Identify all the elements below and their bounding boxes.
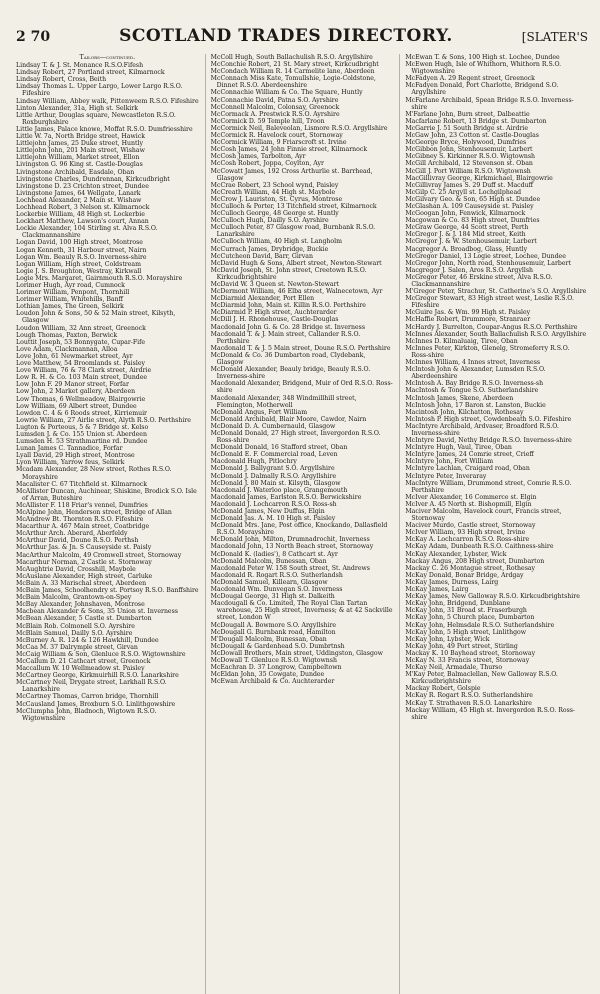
directory-entry: Lockie Alexander, 104 Stirling st. Alva R.S.O. Clackmannanshire — [16, 225, 158, 240]
directory-entry: Livingstone Charles, Dundrennan, Kirkcudbright — [16, 175, 170, 183]
directory-entry: McInnes Alexander, South Ballachulish R.S.O. Argyllshire — [405, 330, 587, 338]
directory-entry: McCulloch George, 48 George st. Huntly — [210, 210, 339, 218]
directory-entry: McKay John, 31 Broad st. Fraserburgh — [405, 607, 527, 615]
directory-entry: McIver A. 45 North st. Bishopmill, Elgin — [405, 500, 532, 508]
page-header — [16, 26, 588, 50]
directory-entry: McGarrie J. 51 South Bridge st. Airdrie — [405, 124, 529, 132]
directory-entry: McKay N. 33 Francis street, Stornoway — [405, 656, 530, 664]
directory-entry: McCosh James, 24 John Finnie street, Kilmarnock — [210, 146, 368, 154]
directory-entry: Lindsay T. & J. St. Monance R.S.O.Fifesh — [16, 62, 144, 70]
directory-entry: Lorimer William, Whitehills, Banff — [16, 296, 124, 304]
directory-entry: McCosh James, Tarbolton, Ayr — [210, 153, 306, 161]
directory-entry: Lochhead Robert, 3 Nelson st. Kilmarnock — [16, 203, 150, 211]
directory-entry: Lorimer Hugh, Ayr road, Cumnock — [16, 282, 125, 289]
directory-entry: McBain A. 33 Marischal street, Aberdeen — [16, 579, 147, 587]
directory-entry: McDougall G. Burnbank road, Hamilton — [210, 628, 336, 636]
directory-entry: Low John F. 29 Manor street, Forfar — [16, 381, 129, 389]
directory-entry: McKay James, Lairg — [405, 586, 469, 594]
section-subheading: Tailors—continued. — [79, 54, 136, 61]
directory-entry: McDonald & Co. 36 Dumbarton road, Clydebank, Glasgow — [210, 351, 366, 367]
directory-entry: McDougall A. Bowmore S.O. Argyllshire — [210, 621, 337, 629]
directory-entry: McIver William, 93 High street, Irvine — [405, 529, 526, 537]
directory-entry: Macdonald J. Waterloo place, Grangemouth — [210, 486, 348, 494]
directory-entry: McAuslane Alexander, High street, Carluke — [16, 572, 153, 580]
directory-entry: McCaig William & Son, Glenluce R.S.O. Wigtownshire — [16, 650, 186, 658]
directory-entry: McKay Adam, Dunbeath R.S.O. Caithness-shire — [405, 543, 554, 551]
directory-entry: McGregor Daniel, 13 Logie street, Lochee, Dundee — [405, 252, 566, 260]
directory-entry: McInnes Peter, Kirkton, Glenelg, Stromeferry R.S.O. Ross-shire — [405, 344, 570, 359]
directory-entry: McDonald Archibald, Blair Moore, Cawdor, Nairn — [210, 415, 367, 423]
directory-entry: Lugton & Porteous, 5 & 7 Bridge st. Kelso — [16, 423, 149, 431]
directory-entry: McDonald Mrs. Jane, Post office, Knockando, Dallasfield R.S.O. Morayshire — [210, 522, 388, 537]
directory-entry: McDiarmid P. High street, Auchterarder — [210, 309, 337, 317]
directory-entry: McKay John, Bridgend, Dunblane — [405, 600, 511, 608]
directory-entry: McGibney S. Kirkinner R.S.O. Wigtownsh — [405, 153, 536, 161]
directory-entry: M'Gregor Peter, Strachur, St. Catherine's S.O. Argyllshire — [405, 288, 587, 296]
directory-entry: Mackay C. 26 Montague street, Rothesay — [405, 564, 536, 572]
directory-entry: McCormick D. 59 Temple hill, Troon — [210, 117, 325, 125]
columns — [16, 54, 588, 994]
directory-entry: McDiarmid John, Main st. Killin R.S.O. Perthshire — [210, 302, 366, 310]
directory-entry: McCulloch William, 40 High st. Langholm — [210, 238, 342, 246]
directory-entry: Mackay Angus, 208 High street, Dumbarton — [405, 557, 545, 565]
directory-entry: McBlain Rob. Colmonell S.O. Ayrshire — [16, 622, 135, 630]
directory-entry: Lindsay William, Abbey walk, Pittenweem R.S.O. Fifeshire — [16, 97, 199, 105]
directory-entry: Lunan James C. Tannadice, Forfar — [16, 445, 123, 453]
directory-entry: Maciver Malcolm, Havelock court, Francis street, Stornoway — [405, 508, 562, 523]
directory-entry: Logan Kenneth, 31 Harbour street, Nairn — [16, 246, 147, 254]
directory-entry: McAndrew Bt. Thornton R.S.O. Fifeshire — [16, 516, 144, 524]
directory-entry: Logie J. S. Broughton, Westray, Kirkwall — [16, 267, 142, 275]
directory-entry: Logie Mrs. Margaret, Gairnmouth R.S.O. Morayshire — [16, 274, 183, 282]
directory-entry: McAughtrie David, Crosshill, Maybole — [16, 565, 136, 573]
directory-entry: McCormick Neil, Baleveolan, Lismore R.S.O. Argyllshire — [210, 124, 388, 132]
directory-entry: McHaffie Robert, Drummore, Stranraer — [405, 316, 531, 324]
directory-entry: Maccallum W. 10 Wellmeadow st. Paisley — [16, 665, 145, 673]
directory-entry: McAllister F. 118 Friar's vennel, Dumfries — [16, 501, 148, 509]
directory-entry: Livingstone D. 23 Crichton street, Dundee — [16, 182, 149, 190]
directory-entry: McEwan T. & Sons, 100 High st. Lochee, Dundee — [405, 54, 560, 61]
directory-entry: McCartney George, Kirkmuirhill R.S.O. Lanarkshire — [16, 672, 179, 680]
directory-entry: Macgregor A. Broadbog, Glass, Huntly — [405, 245, 528, 253]
directory-entry: McKay Alexander, Lybster, Wick — [405, 550, 507, 558]
directory-entry: McGill J. Port William R.S.O. Wigtownsh — [405, 167, 531, 175]
directory-entry: McColl Hugh, South Ballachulish R.S.O. Argyllshire — [210, 54, 373, 61]
directory-entry: McIntosh John & Alexander, Lumsden R.S.O. Aberdeenshire — [405, 366, 546, 381]
directory-entry: Macgowan & Co. 83 High street, Dumfries — [405, 217, 540, 225]
directory-entry: Lowdon C. 4 & 6 Roods street, Kirriemuir — [16, 409, 148, 417]
directory-entry: McDiarmid Alexander, Port Ellen — [210, 295, 315, 303]
directory-entry: Macfarlane Robert, 13 Bridge st. Dumbarton — [405, 117, 547, 125]
directory-entry: Mackay K. 10 Bayhead street, Stornoway — [405, 649, 536, 657]
directory-entry: McEldan John, 35 Cowgate, Dundee — [210, 671, 325, 679]
column-1 — [16, 54, 199, 994]
directory-entry: Macgregor J. Salen, Aros R.S.O. Argyllsh — [405, 266, 533, 274]
directory-entry: McDonald Angus, Fort William — [210, 408, 308, 416]
directory-entry: Macdonald J. Lochcarron R.S.O. Ross-sh — [210, 500, 337, 508]
directory-entry: Logan David, 100 High street, Montrose — [16, 239, 143, 247]
directory-entry: McGilvary Geo. & Son, 65 High st. Dundee — [405, 195, 541, 203]
page-number: 2 70 — [16, 29, 51, 45]
directory-entry: McCondach William R. 14 Carmelite lane, Aberdeen — [210, 68, 375, 76]
directory-entry: Lyon William, Yarrow feus, Selkirk — [16, 459, 125, 467]
directory-entry: Macdonald T. & J. 5 Main street, Doune R.S.O. Perthshire — [210, 344, 391, 352]
directory-entry: MacIntyre Archibald, Ardvaser, Broadford R.S.O. Inverness-shire — [405, 422, 559, 437]
directory-entry: McBlain Samuel, Dailly S.O. Ayrshire — [16, 629, 133, 637]
directory-entry: McKay John, 49 Port street, Stirling — [405, 642, 518, 650]
directory-entry: McCaa M. 37 Dalrymple street, Girvan — [16, 643, 138, 651]
directory-entry: Lough Thomas, Paxton, Berwick — [16, 331, 118, 339]
directory-entry: Linton Alexander, 31a, High st. Selkirk — [16, 104, 139, 112]
directory-entry: McEwen Hugh, Isle of Whithorn, Whithorn R.S.O. Wigtownshire — [405, 61, 562, 76]
directory-entry: McGilp C. 25 Argyll st. Lochgilphead — [405, 188, 522, 196]
directory-entry: MacIntyre William, Drummond street, Comrie R.S.O. Perthshire — [405, 479, 572, 494]
directory-entry: McKay A. Lochcarron R.S.O. Ross-shire — [405, 536, 530, 544]
directory-entry: Lorimer William, Penpont, Thornhill — [16, 289, 130, 297]
directory-entry: McKay John, 5 High street, Linlithgow — [405, 628, 527, 636]
directory-entry: Lumsden H. 53 Strathmartine rd. Dundee — [16, 438, 148, 446]
directory-entry: McKay John, Helmsdale R.S.O. Sutherlandshire — [405, 621, 555, 629]
directory-entry: Louttit Joseph, 53 Bonnygate, Cupar-Fife — [16, 338, 146, 346]
directory-entry: McIntosh James, Skene, Aberdeen — [405, 394, 514, 402]
directory-entry: Logan William, High street, Coldstream — [16, 260, 141, 268]
directory-entry: Low R. H. & Co. 103 Main street, Dundee — [16, 374, 148, 382]
directory-entry: Macdougall & Co. Limited, The Royal Clan Tartan warehouse, 25 High street, Inverness; & at 42 Sackville street, London W — [210, 600, 393, 622]
directory-entry: McConnach Miss Kate, Tomullshie, Logie-Coldstone, Dinnet R.S.O. Aberdeenshire — [210, 75, 376, 90]
directory-entry: Macdonald John, 13 North Beach street, Stornoway — [210, 543, 374, 551]
directory-entry: M'Farlane John, Burn street, Dalbeattie — [405, 110, 530, 118]
directory-entry: Lockhart Matthew, Lawson's court, Annan — [16, 218, 149, 226]
directory-entry: Macdonald John G. & Co. 28 Bridge st. Inverness — [210, 323, 365, 331]
directory-entry: McEwan Archibald & Co. Auchterarder — [210, 678, 335, 686]
directory-entry: McGraw George, 44 Scott street, Perth — [405, 224, 529, 232]
directory-entry: Livingston G. 96 King st. Castle-Douglas — [16, 161, 143, 169]
directory-entry: McCrae Robert, 23 School wynd, Paisley — [210, 181, 339, 189]
directory-entry: McBurney A. R. 124 & 126 Hawkhill, Dundee — [16, 636, 159, 644]
directory-entry: Macdonald Peter W. 158 South street, St. Andrews — [210, 564, 370, 572]
directory-entry: Mcadam Alexander, 28 New street, Rothes R.S.O. Morayshire — [16, 466, 172, 481]
directory-entry: McGregor Peter, 46 Erskine street, Alva R.S.O. Clackmannanshire — [405, 273, 553, 288]
directory-entry: M'Dougall Malcolm, Bunessan, Oban — [210, 635, 327, 643]
directory-entry: McCurrach James, Drybridge, Buckie — [210, 245, 329, 253]
directory-entry: McFarlane Archibald, Spean Bridge R.S.O. Inverness-shire — [405, 96, 574, 111]
directory-entry: McIntyre John, Fort William — [405, 458, 494, 466]
directory-entry: Macarthur A. 467 Main street, Coatbridge — [16, 523, 150, 531]
directory-entry: McKay Neil, Armadale, Thurso — [405, 664, 503, 672]
directory-entry: McGill Archibald, 12 Stevenson st. Oban — [405, 160, 533, 168]
directory-entry: McDonald John, Milton, Drumnadrochit, Inverness — [210, 536, 370, 544]
directory-entry: McArthur David, Doune R.S.O. Perthsh — [16, 537, 139, 545]
directory-entry: McCausland James, Broxburn S.O. Linlithgowshire — [16, 700, 176, 708]
directory-entry: McDonald E. F. Commercial road, Leven — [210, 451, 338, 459]
directory-entry: McDavid Hugh & Sons, Albert street, Newton-Stewart — [210, 259, 382, 267]
directory-entry: McKay John, 5 Church place, Dumbarton — [405, 614, 535, 622]
directory-entry: McGeorge Bryce, Holywood, Dumfries — [405, 139, 527, 147]
directory-entry: McDougal George, 31 High st. Dalkeith — [210, 593, 335, 601]
directory-entry: Little Arthur, Douglas square, Newcastleton R.S.O. Roxburghshire — [16, 111, 176, 126]
directory-entry: Low William, 69 Albert street, Dundee — [16, 402, 137, 410]
directory-entry: Macdonald R. Rogart R.S.O. Sutherlandsh — [210, 571, 343, 579]
column-2 — [205, 54, 394, 994]
directory-entry: McDonald Donald, 27 High street, Invergordon R.S.O. Ross-shire — [210, 429, 381, 445]
directory-entry: McIntyre Peter, Inveraray — [405, 472, 487, 480]
directory-entry: McKay James, New Galloway R.S.O. Kirkcudbrightshire — [405, 593, 580, 601]
directory-entry: Littlejohn William, Market street, Ellon — [16, 154, 140, 162]
directory-entry: McDonald K. (ladies'), 8 Cathcart st. Ayr — [210, 550, 338, 558]
directory-entry: McGregor Stewart, 83 High street west, Leslie R.S.O. Fifeshire — [405, 295, 574, 310]
directory-entry: Love Matthew, 54 Broomlands st. Paisley — [16, 360, 145, 368]
directory-entry: McDill J. H. Rhonehouse, Castle-Douglas — [210, 316, 339, 324]
directory-entry: MacIntosh & Tongue S.O. Sutherlandshire — [405, 387, 539, 395]
directory-entry: Littlejohn James, 25 Duke street, Huntly — [16, 140, 143, 148]
directory-entry: Macbean Alexander & Sons, 35 Union st. Inverness — [16, 608, 178, 616]
directory-entry: McAllister Duncan, Auchinear, Shiskine, Brodick S.O. Isle of Arran, Buteshire — [16, 487, 197, 502]
directory-entry: McBain James, Schoolhendry st. Portsoy R.S.O. Banffshire — [16, 587, 199, 595]
directory-entry: McDavid W. 3 Queen st. Newton-Stewart — [210, 281, 340, 288]
directory-entry: McBay Alexander, Johnshaven, Montrose — [16, 601, 145, 609]
directory-entry: McDonald J. Ballygrant S.O. Argyllshire — [210, 465, 335, 473]
directory-entry: McConnachie David, Patna S.O. Ayrshire — [210, 96, 339, 104]
directory-entry: McCowatt James, 192 Cross Arthurlie st. Barrhead, Glasgow — [210, 167, 373, 182]
directory-entry: McCormick William, 9 Friarscroft st. Irvine — [210, 139, 347, 147]
directory-entry: Logan Wm. Beauly R.S.O. Inverness-shire — [16, 253, 147, 261]
directory-entry: McCartney Neil, Drygate street, Larkhall R.S.O. Lanarkshire — [16, 679, 167, 694]
directory-entry: Livingstone Archibald, Easdale, Oban — [16, 168, 135, 176]
directory-entry: Macalister C. 67 Titchfield st. Kilmarnock — [16, 480, 148, 488]
directory-entry: Macdonald Alexander, Bridgend, Muir of Ord R.S.O. Ross-shire — [210, 380, 393, 395]
directory-entry: McDonald Jas. A. M. 10 High st. Paisley — [210, 515, 336, 523]
directory-entry: McCutcheon David, Barr, Girvan — [210, 252, 313, 260]
directory-entry: McGlashan A. 109 Causeyside st. Paisley — [405, 202, 534, 210]
directory-entry: McEachran D. 37 Longrow, Campbeltown — [210, 664, 342, 672]
directory-entry: McCulloch & Porter, 13 Titchfield street, Kilmarnock — [210, 202, 377, 210]
directory-entry: McCulloch Hugh, Dailly S.O. Ayrshire — [210, 217, 329, 225]
directory-entry: McKay John, Lybster, Wick — [405, 635, 490, 643]
directory-entry: McGuire Jas. & Wm. 99 High st. Paisley — [405, 309, 531, 317]
directory-entry: Love William, 76 & 78 Clark street, Airdrie — [16, 367, 152, 375]
directory-entry: Low John, 2 Market gallery, Aberdeen — [16, 388, 136, 396]
directory-entry: Lumsden J. & Co. 155 Union st. Aberdeen — [16, 430, 147, 438]
publisher-cite: [SLATER'S — [521, 30, 588, 44]
directory-entry: McIntosh John, 17 Baron st. Lanston, Buckie — [405, 401, 546, 409]
directory-entry: McConchie Robert, 21 St. Mary street, Kirkcudbright — [210, 61, 379, 69]
directory-entry: McInnes William, 4 Innes street, Inverness — [405, 359, 541, 367]
directory-entry: McDonald Malcolm, Bunessan, Oban — [210, 557, 327, 565]
directory-entry: McAlpine John, Henderson street, Bridge of Allan — [16, 509, 172, 516]
directory-entry: McConnell Malcolm, Colonsay, Greenock — [210, 103, 340, 111]
directory-entry: McDowall Brothers, Main street, Uddingston, Glasgow — [210, 649, 383, 657]
directory-entry: McGillivray James S. 29 Duff st. Macduff — [405, 181, 533, 189]
column-3 — [399, 54, 588, 994]
directory-entry: McKay James, Durness, Lairg — [405, 578, 499, 586]
directory-entry: McDougall & Gardenhead S.O. Dumbrtnsh — [210, 642, 345, 650]
directory-entry: Love Adam, Clackmannan, Alloa — [16, 345, 118, 353]
directory-entry: McIntyre Hugh, Vaul, Tiree, Oban — [405, 444, 512, 452]
directory-entry: McArthur Jas. & Jn. S Causeyside st. Paisly — [16, 544, 152, 552]
directory-entry: McArthur Arch. Aberard, Aberfeldy — [16, 530, 128, 538]
directory-entry: McDermont William, 46 Elba street, Walnecetown, Ayr — [210, 288, 383, 296]
directory-entry: Little James, Palace knowe, Moffat R.S.O. Dumfriesshire — [16, 125, 193, 133]
directory-entry: McIver Alexander, 16 Commerce st. Elgin — [405, 493, 537, 501]
directory-entry: McDonald Samuel, Killearn, Glasgow — [210, 578, 328, 586]
directory-entry: McGregor J. & J. 184 Mid street, Keith — [405, 231, 526, 239]
directory-entry: MacGillivray George, Kirkmichael, Blairgowrie — [405, 174, 553, 182]
directory-entry: McDonald Alexander, Beauly bridge, Beauly R.S.O. Inverness-shire — [210, 366, 371, 381]
directory-entry: McGaw John, 23 Cotton st. Castle-Douglas — [405, 132, 539, 140]
directory-entry: McDonald J. Dalmally R.S.O. Argyllshire — [210, 472, 337, 480]
directory-entry: McKay Donald, Bonar Bridge, Ardgay — [405, 571, 524, 579]
directory-entry: McCulloch Peter, 87 Glasgow road, Burnbank R.S.O. Lanarkshire — [210, 224, 376, 239]
directory-entry: Macdonald James, Earlston R.S.O. Berwickshire — [210, 493, 362, 501]
directory-entry: McDonald Donald, 16 Stafford street, Oban — [210, 444, 348, 452]
directory-entry: Littlejohn John, 201 Main street, Wishaw — [16, 147, 145, 155]
directory-entry: Mackay Robert, Golspie — [405, 685, 481, 693]
directory-entry: Macdonald T. & J. Main street, Callander R.S.O. Perthshire — [210, 330, 361, 345]
directory-entry: McFadyen Donald, Port Charlotte, Bridgend S.O. Argyllshire — [405, 82, 559, 97]
directory-entry: McDavid Joseph, St. John street, Creetown R.S.O. Kirkcudbrightshire — [210, 266, 367, 281]
directory-entry: McGregor John, North road, Stenhousemuir, Larbert — [405, 259, 571, 267]
directory-entry: Lochhead Alexander, 2 Main st. Wishaw — [16, 196, 142, 204]
directory-entry: Lyall David, 29 High street, Montrose — [16, 452, 135, 460]
directory-entry: McIntyre Lachlan, Craigard road, Oban — [405, 465, 530, 473]
directory-entry: McGregor J. & W. Stenhousemuir, Larbert — [405, 238, 537, 246]
directory-entry: McCreath William, 44 High st. Maybole — [210, 188, 336, 196]
directory-entry: McDonald James, New Duffus, Elgin — [210, 508, 325, 515]
directory-entry: McIntyre James, 24 Comrie street, Crieff — [405, 451, 534, 459]
directory-entry: McDonald D. A. Cumbernauld, Glasgow — [210, 422, 336, 430]
directory-entry: McGibbon John, Stenhousemuir, Larbert — [405, 146, 533, 154]
directory-entry: McInnes D. Kilmaluaig, Tiree, Oban — [405, 337, 518, 345]
directory-entry: M'Kay Peter, Balmaclellan, New Galloway R.S.O. Kirkcudbrightshire — [405, 671, 558, 686]
directory-entry: McIntosh P. High street, Cowdenbeath S.O. Fifeshire — [405, 415, 572, 423]
directory-entry: McIntyre David, Nethy Bridge R.S.O. Inverness-shire — [405, 437, 572, 445]
directory-entry: McClumpha John, Bladnoch, Wigtown R.S.O. Wigtownshire — [16, 707, 157, 722]
directory-entry: McCosh Robert, Joppa, Coylton, Ayr — [210, 160, 324, 168]
directory-entry: McBain Malcolm, Grantown-on-Spey — [16, 594, 132, 602]
directory-entry: Lowrie William, 27 Airlie street, Alyth R.S.O. Perthshire — [16, 416, 191, 424]
directory-entry: Lothian James, The Green, Selkirk — [16, 303, 124, 311]
directory-entry: Lockerbie William, 48 High st. Lockerbie — [16, 211, 145, 219]
directory-entry: Mackay William, 45 High st. Invergordon R.S.O. Ross-shire — [405, 706, 576, 721]
directory-entry: Macdonald Hugh, Pitlochry — [210, 458, 297, 466]
directory-entry: McKay R. Rogart R.S.O. Sutherlandshire — [405, 692, 533, 700]
directory-entry: McIntosh A. Bay Bridge R.S.O. Inverness-sh — [405, 380, 544, 388]
directory-entry: McCrow J. Lauriston, St. Cyrus, Montrose — [210, 195, 343, 203]
directory-entry: Macdonald Wm. Dunvegan S.O. Inverness — [210, 586, 343, 594]
directory-entry: McFadyen A. 29 Regent street, Greenock — [405, 75, 535, 83]
directory-entry: McCallum D. 21 Cathcart street, Greenock — [16, 657, 151, 665]
directory-entry: McCormick R. Havelock court, Stornoway — [210, 132, 343, 140]
directory-entry: Livingstone James, 64 Wellgate, Lanark — [16, 189, 141, 197]
directory-entry: Lindsay Thomas L. Upper Largo, Lower Largo R.S.O. Fifeshire — [16, 83, 183, 98]
directory-entry: McCartney Thomas, Carron bridge, Thornhill — [16, 693, 159, 701]
directory-entry: Maciver Murdo, Castle street, Stornoway — [405, 522, 536, 530]
directory-entry: McHardy J. Burrelton, Coupar-Angus R.S.O. Perthshire — [405, 323, 578, 331]
directory-entry: Loudon William, 32 Ann street, Greenock — [16, 324, 146, 332]
directory-entry: Love John, 61 Newmarket street, Ayr — [16, 352, 133, 360]
directory-entry: MacArthur Malcolm, 49 Cromwell street, Stornoway — [16, 551, 182, 559]
directory-entry: Lindsay Robert, Cross, Beith — [16, 76, 107, 84]
directory-entry: Low Thomas, 6 Wellmeadow, Blairgowrie — [16, 395, 146, 403]
directory-entry: Macarthur Norman, 2 Castle st. Stornoway — [16, 558, 152, 566]
directory-entry: Macintosh John, Kilchatton, Rothesay — [405, 408, 524, 416]
page-title: SCOTLAND TRADES DIRECTORY. — [119, 26, 453, 46]
directory-entry: McDowall T. Glenluce R.S.O. Wigtownsh — [210, 656, 337, 664]
directory-entry: McCormack A. Prestwick R.S.O. Ayrshire — [210, 110, 340, 118]
directory-entry: McDonald J. 80 Main st. Kilsyth, Glasgow — [210, 479, 341, 487]
directory-entry: McConnachie William & Co. The Square, Huntly — [210, 89, 363, 97]
directory-entry: McBean Alexander, 5 Castle st. Dumbarton — [16, 615, 152, 623]
directory-entry: Loudon John & Sons, 50 & 52 Main street, Kilsyth, Glasgow — [16, 310, 176, 325]
directory-entry: Macdonald Alexander, 348 Windmillhill street, Flemington, Motherwell — [210, 394, 357, 409]
directory-entry: Little W. 7a, North Bridge street, Hawick — [16, 133, 145, 141]
directory-entry: McKay T. Strathaven R.S.O. Lanarkshire — [405, 699, 532, 707]
directory-entry: McGoogan John, Fenwick, Kilmarnock — [405, 210, 526, 218]
directory-entry: Lindsay Robert, 27 Portland street, Kilmarnock — [16, 69, 165, 77]
